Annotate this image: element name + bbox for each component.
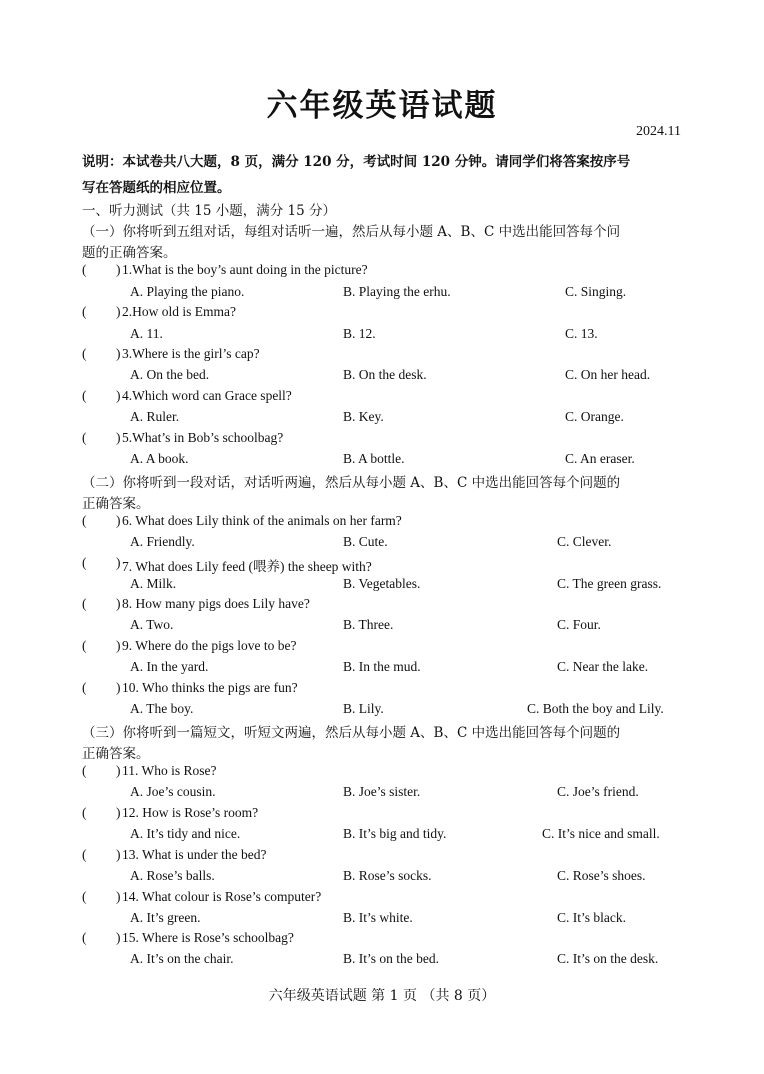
option-a: A. The boy. (130, 701, 194, 716)
answer-blank-open: ( (82, 388, 87, 403)
answer-blank-open: ( (82, 262, 87, 277)
option-c: C. The green grass. (557, 576, 662, 591)
answer-blank-open: ( (82, 930, 87, 945)
option-c: C. Joe’s friend. (557, 784, 639, 799)
answer-blank-close: ) (116, 430, 121, 445)
answer-blank-close: ) (116, 346, 121, 361)
question-text: 11. Who is Rose? (122, 763, 217, 778)
answer-blank-open: ( (82, 847, 87, 862)
answer-blank-close: ) (116, 930, 121, 945)
question-text: 9. Where do the pigs love to be? (122, 638, 297, 653)
answer-blank-close: ) (116, 889, 121, 904)
option-b: B. Joe’s sister. (343, 784, 421, 799)
option-c: C. Rose’s shoes. (557, 868, 646, 883)
answer-blank-open: ( (82, 346, 87, 361)
option-b: B. Lily. (343, 701, 384, 716)
option-b: B. It’s big and tidy. (343, 826, 447, 841)
answer-blank-close: ) (116, 763, 121, 778)
option-b: B. Vegetables. (343, 576, 421, 591)
exam-date: 2024.11 (636, 124, 681, 139)
option-a: A. Friendly. (130, 534, 195, 549)
question-text: 4.Which word can Grace spell? (122, 388, 292, 403)
option-c: C. It’s on the desk. (557, 951, 659, 966)
option-a: A. A book. (130, 451, 189, 466)
option-a: A. It’s tidy and nice. (130, 826, 241, 841)
question-text: 12. How is Rose’s room? (122, 805, 259, 820)
question-text: 13. What is under the bed? (122, 847, 267, 862)
question-text: 1.What is the boy’s aunt doing in the picture? (122, 262, 368, 277)
answer-blank-close: ) (116, 388, 121, 403)
answer-blank-close: ) (116, 262, 121, 277)
option-a: A. Playing the piano. (130, 284, 245, 299)
option-b: B. In the mud. (343, 659, 421, 674)
option-a: A. In the yard. (130, 659, 209, 674)
answer-blank-close: ) (116, 513, 121, 528)
question-text: 2.How old is Emma? (122, 304, 236, 319)
section-heading: 一、听力测试（共 15 小题，满分 15 分） (82, 203, 337, 219)
option-c: C. It’s nice and small. (542, 826, 660, 841)
option-c: C. An eraser. (565, 451, 635, 466)
option-c: C. Both the boy and Lily. (527, 701, 664, 716)
answer-blank-close: ) (116, 680, 121, 695)
option-b: B. It’s on the bed. (343, 951, 439, 966)
option-a: A. It’s green. (130, 910, 201, 925)
option-a: A. Ruler. (130, 409, 180, 424)
answer-blank-close: ) (116, 596, 121, 611)
answer-blank-close: ) (116, 847, 121, 862)
answer-blank-close: ) (116, 304, 121, 319)
option-c: C. 13. (565, 326, 598, 341)
question-text: 7. What does Lily feed (喂养) the sheep with? (122, 559, 372, 574)
option-c: C. Four. (557, 617, 601, 632)
answer-blank-open: ( (82, 805, 87, 820)
question-text: 6. What does Lily think of the animals on her farm? (122, 513, 402, 528)
option-c: C. Near the lake. (557, 659, 649, 674)
option-b: B. Playing the erhu. (343, 284, 451, 299)
question-text: 3.Where is the girl’s cap? (122, 346, 260, 361)
option-a: A. Two. (130, 617, 174, 632)
part-1-directions-line-2: 题的正确答案。 (82, 245, 177, 261)
part-2-directions-line-1: （二）你将听到一段对话，对话听两遍，然后从每小题 A、B、C 中选出能回答每个问题的 (82, 475, 621, 491)
question-text: 14. What colour is Rose’s computer? (122, 889, 322, 904)
option-c: C. On her head. (565, 367, 651, 382)
option-b: B. Rose’s socks. (343, 868, 432, 883)
option-b: B. 12. (343, 326, 376, 341)
option-a: A. Milk. (130, 576, 177, 591)
question-text: 8. How many pigs does Lily have? (122, 596, 310, 611)
option-c: C. Clever. (557, 534, 612, 549)
page-footer: 六年级英语试题 第 1 页 （共 8 页） (268, 988, 496, 1004)
option-c: C. Orange. (565, 409, 624, 424)
answer-blank-close: ) (116, 555, 121, 570)
answer-blank-open: ( (82, 680, 87, 695)
option-a: A. Joe’s cousin. (130, 784, 216, 799)
answer-blank-open: ( (82, 763, 87, 778)
option-c: C. Singing. (565, 284, 627, 299)
part-3-directions-line-2: 正确答案。 (82, 746, 150, 762)
question-text: 5.What’s in Bob’s schoolbag? (122, 430, 284, 445)
answer-blank-open: ( (82, 596, 87, 611)
answer-blank-open: ( (82, 638, 87, 653)
answer-blank-open: ( (82, 555, 87, 570)
answer-blank-close: ) (116, 805, 121, 820)
option-b: B. On the desk. (343, 367, 427, 382)
answer-blank-open: ( (82, 889, 87, 904)
page-title: 六年级英语试题 (266, 88, 498, 124)
answer-blank-open: ( (82, 430, 87, 445)
option-a: A. On the bed. (130, 367, 210, 382)
option-a: A. It’s on the chair. (130, 951, 234, 966)
option-c: C. It’s black. (557, 910, 626, 925)
question-text: 10. Who thinks the pigs are fun? (122, 680, 298, 695)
instructions-line-2: 写在答题纸的相应位置。 (82, 180, 231, 196)
option-b: B. Key. (343, 409, 384, 424)
option-a: A. Rose’s balls. (130, 868, 215, 883)
option-a: A. 11. (130, 326, 163, 341)
option-b: B. Cute. (343, 534, 388, 549)
option-b: B. A bottle. (343, 451, 405, 466)
option-b: B. It’s white. (343, 910, 413, 925)
instructions-line-1: 说明：本试卷共八大题，8 页，满分 120 分，考试时间 120 分钟。请同学们将答案按序号 (82, 154, 631, 170)
answer-blank-close: ) (116, 638, 121, 653)
answer-blank-open: ( (82, 304, 87, 319)
answer-blank-open: ( (82, 513, 87, 528)
part-2-directions-line-2: 正确答案。 (82, 496, 150, 512)
option-b: B. Three. (343, 617, 394, 632)
part-1-directions-line-1: （一）你将听到五组对话，每组对话听一遍，然后从每小题 A、B、C 中选出能回答每个问 (82, 224, 621, 240)
part-3-directions-line-1: （三）你将听到一篇短文，听短文两遍，然后从每小题 A、B、C 中选出能回答每个问题的 (82, 725, 621, 741)
question-text: 15. Where is Rose’s schoolbag? (122, 930, 294, 945)
